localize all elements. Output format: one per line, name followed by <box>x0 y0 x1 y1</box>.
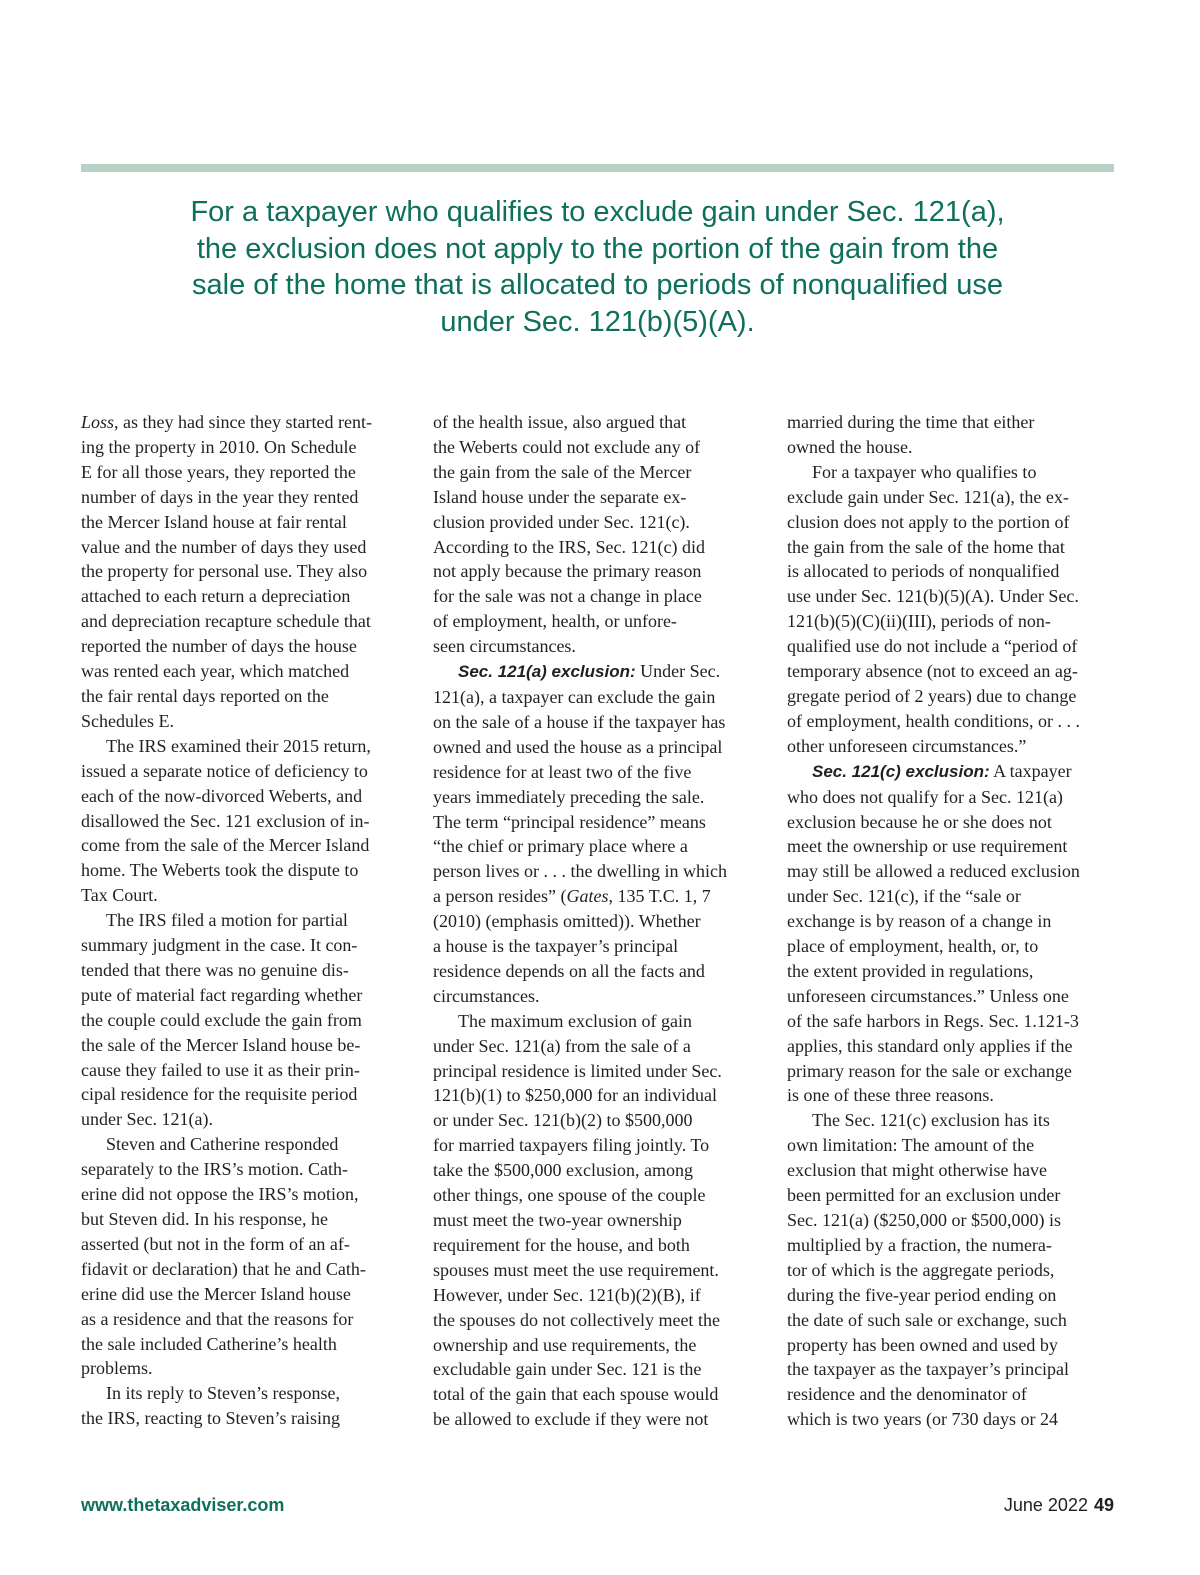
text-line: exclusion because he or she does not <box>787 811 1052 832</box>
text-line: use under Sec. 121(b)(5)(A). Under Sec. <box>787 586 1079 607</box>
article-column-1 <box>81 410 411 1431</box>
text-line: requirement for the house, and both <box>433 1234 690 1255</box>
text-line: The Sec. 121(c) exclusion has its <box>812 1110 1050 1131</box>
text-line: of employment, health, or unfore- <box>433 611 677 632</box>
text-line: asserted (but not in the form of an af- <box>81 1233 350 1254</box>
text-line: of the health issue, also argued that <box>433 412 687 432</box>
pull-quote-line: the exclusion does not apply to the portion of the gain from the <box>196 232 999 265</box>
text-line: not apply because the primary reason <box>433 561 702 582</box>
text-line: the gain from the sale of the Mercer <box>433 461 692 482</box>
text-line: must meet the two-year ownership <box>433 1210 682 1230</box>
text-line: each of the now-divorced Weberts, and <box>81 785 363 806</box>
text-line: is allocated to periods of nonqualified <box>787 561 1060 582</box>
text-line: and depreciation recapture schedule that <box>81 611 371 632</box>
text-line: property has been owned and used by <box>787 1334 1058 1355</box>
text-line: a person resides” (Gates, 135 T.C. 1, 7 <box>433 886 711 907</box>
text-line: cipal residence for the requisite period <box>81 1084 358 1105</box>
text-line: Tax Court. <box>81 885 158 906</box>
section-heading-121a: Sec. 121(a) exclusion: <box>458 662 636 682</box>
text-line: ownership and use requirements, the <box>433 1334 697 1355</box>
text-line: pute of material fact regarding whether <box>81 984 363 1005</box>
text-line: person lives or . . . the dwelling in which <box>433 861 727 882</box>
text-line: under Sec. 121(c), if the “sale or <box>787 886 1021 907</box>
text-line: principal residence is limited under Sec. <box>433 1060 722 1081</box>
text-line: exclude gain under Sec. 121(a), the ex- <box>787 486 1069 507</box>
text-line: problems. <box>81 1358 153 1379</box>
text-line: clusion provided under Sec. 121(c). <box>433 511 690 532</box>
text-line: which is two years (or 730 days or 24 <box>787 1409 1058 1430</box>
text-line: may still be allowed a reduced exclusion <box>787 861 1080 882</box>
text-line: The IRS examined their 2015 return, <box>106 735 371 756</box>
text-line: According to the IRS, Sec. 121(c) did <box>433 536 705 557</box>
text-line: is one of these three reasons. <box>787 1085 994 1106</box>
text-line: Sec. 121(c) exclusion: A taxpayer <box>812 760 1072 781</box>
text-line: fidavit or declaration) that he and Cath- <box>81 1258 366 1279</box>
text-line: owned and used the house as a principal <box>433 736 723 757</box>
text-line: ing the property in 2010. On Schedule <box>81 436 357 457</box>
text-line: of the safe harbors in Regs. Sec. 1.121-3 <box>787 1010 1079 1031</box>
text-line: exchange is by reason of a change in <box>787 911 1052 932</box>
text-line: exclusion that might otherwise have <box>787 1160 1047 1181</box>
text-line: other things, one spouse of the couple <box>433 1185 706 1206</box>
text-line: residence for at least two of the five <box>433 761 692 782</box>
text-line: However, under Sec. 121(b)(2)(B), if <box>433 1284 701 1305</box>
text-line: multiplied by a fraction, the numera- <box>787 1234 1052 1255</box>
text-line: total of the gain that each spouse would <box>433 1384 719 1405</box>
text-line: the Weberts could not exclude any of <box>433 436 701 457</box>
top-divider-rule <box>81 164 1114 172</box>
text-line: gregate period of 2 years) due to change <box>787 685 1077 706</box>
text-line: Schedules E. <box>81 710 174 731</box>
text-line: attached to each return a depreciation <box>81 586 351 607</box>
text-line: the taxpayer as the taxpayer’s principal <box>787 1359 1070 1380</box>
text-line: under Sec. 121(a) from the sale of a <box>433 1035 691 1056</box>
text-line: Loss, as they had since they started rent- <box>81 412 372 432</box>
text-line: other unforeseen circumstances.” <box>787 735 1027 756</box>
text-line: was rented each year, which matched <box>81 661 350 682</box>
text-line: take the $500,000 exclusion, among <box>433 1160 693 1181</box>
text-line: during the five-year period ending on <box>787 1284 1057 1305</box>
text-line: 121(a), a taxpayer can exclude the gain <box>433 686 716 707</box>
pull-quote-line: under Sec. 121(b)(5)(A). <box>440 305 755 338</box>
text-line: for the sale was not a change in place <box>433 586 702 607</box>
text-line: own limitation: The amount of the <box>787 1135 1035 1156</box>
text-line: but Steven did. In his response, he <box>81 1209 328 1229</box>
page-number: 49 <box>1093 1495 1114 1515</box>
text-line: qualified use do not include a “period of <box>787 636 1078 657</box>
text-line: as a residence and that the reasons for <box>81 1308 354 1329</box>
case-name-italic: Gates <box>566 886 609 907</box>
text-line: of employment, health conditions, or . . . <box>787 710 1080 731</box>
section-heading-121c: Sec. 121(c) exclusion: <box>812 761 990 781</box>
text-line: circumstances. <box>433 985 540 1006</box>
text-line: seen circumstances. <box>433 636 576 657</box>
text-line: the Mercer Island house at fair rental <box>81 511 347 532</box>
text-line: erine did not oppose the IRS’s motion, <box>81 1184 359 1205</box>
text-line: clusion does not apply to the portion of <box>787 511 1070 532</box>
text-line: cause they failed to use it as their prin- <box>81 1059 360 1080</box>
text-line: E for all those years, they reported the <box>81 461 356 482</box>
text-line: Steven and Catherine responded <box>106 1134 339 1155</box>
text-line: the extent provided in regulations, <box>787 960 1034 981</box>
text-line: 121(b)(5)(C)(ii)(III), periods of non- <box>787 611 1051 632</box>
text-line: The IRS filed a motion for partial <box>106 910 348 931</box>
text-line: separately to the IRS’s motion. Cath- <box>81 1159 348 1180</box>
text-line: For a taxpayer who qualifies to <box>812 461 1037 482</box>
text-line: the gain from the sale of the home that <box>787 536 1065 557</box>
text-line: place of employment, health, or, to <box>787 936 1039 957</box>
text-line: married during the time that either <box>787 412 1035 432</box>
text-line: tended that there was no genuine dis- <box>81 959 349 980</box>
text-line: The maximum exclusion of gain <box>458 1010 692 1031</box>
text-line: on the sale of a house if the taxpayer has <box>433 711 726 732</box>
pull-quote <box>110 194 1085 340</box>
article-column-3 <box>787 410 1117 1432</box>
text-line: Sec. 121(a) exclusion: Under Sec. <box>458 661 721 682</box>
article-column-2 <box>433 410 763 1432</box>
text-line: tor of which is the aggregate periods, <box>787 1259 1055 1280</box>
text-line: reported the number of days the house <box>81 636 357 657</box>
text-line: the sale of the Mercer Island house be- <box>81 1034 361 1055</box>
text-line: number of days in the year they rented <box>81 486 359 507</box>
text-line: Island house under the separate ex- <box>433 486 687 507</box>
footer-website-link[interactable]: www.thetaxadviser.com <box>81 1495 285 1515</box>
text-line: applies, this standard only applies if the <box>787 1035 1073 1056</box>
text-line: or under Sec. 121(b)(2) to $500,000 <box>433 1110 693 1131</box>
text-line: value and the number of days they used <box>81 536 367 557</box>
footer-issue-info <box>1004 1495 1114 1516</box>
text-line: the IRS, reacting to Steven’s raising <box>81 1408 340 1429</box>
text-line: disallowed the Sec. 121 exclusion of in- <box>81 810 370 831</box>
text-line: for married taxpayers filing jointly. To <box>433 1135 710 1156</box>
text-line: the date of such sale or exchange, such <box>787 1309 1067 1330</box>
pull-quote-line: For a taxpayer who qualifies to exclude gain under Sec. 121(a), <box>190 196 1005 228</box>
text-line: under Sec. 121(a). <box>81 1109 213 1130</box>
text-line: the spouses do not collectively meet the <box>433 1309 720 1330</box>
text-line: owned the house. <box>787 436 913 457</box>
text-line: years immediately preceding the sale. <box>433 786 705 807</box>
text-line: The term “principal residence” means <box>433 811 706 832</box>
text-line: primary reason for the sale or exchange <box>787 1060 1072 1081</box>
case-name-italic: Loss <box>81 412 115 432</box>
pull-quote-line: sale of the home that is allocated to periods of nonqualified use <box>192 269 1003 301</box>
text-line: be allowed to exclude if they were not <box>433 1409 709 1430</box>
text-line: “the chief or primary place where a <box>433 836 688 857</box>
text-line: meet the ownership or use requirement <box>787 836 1068 857</box>
text-line: temporary absence (not to exceed an ag- <box>787 661 1078 682</box>
text-line: issued a separate notice of deficiency to <box>81 760 368 781</box>
text-line: residence and the denominator of <box>787 1384 1027 1405</box>
text-line: home. The Weberts took the dispute to <box>81 860 359 881</box>
text-line: summary judgment in the case. It con- <box>81 935 358 956</box>
text-line: erine did use the Mercer Island house <box>81 1283 351 1304</box>
text-line: residence depends on all the facts and <box>433 960 705 981</box>
text-line: who does not qualify for a Sec. 121(a) <box>787 786 1063 807</box>
text-line: the sale included Catherine’s health <box>81 1333 337 1354</box>
text-line: the property for personal use. They also <box>81 561 368 582</box>
text-line: 121(b)(1) to $250,000 for an individual <box>433 1085 717 1106</box>
text-line: unforeseen circumstances.” Unless one <box>787 985 1069 1006</box>
text-line: come from the sale of the Mercer Island <box>81 835 370 856</box>
text-line: spouses must meet the use requirement. <box>433 1259 719 1280</box>
text-line: been permitted for an exclusion under <box>787 1185 1061 1206</box>
text-line: excludable gain under Sec. 121 is the <box>433 1359 702 1380</box>
text-line: the couple could exclude the gain from <box>81 1009 362 1030</box>
text-line: (2010) (emphasis omitted)). Whether <box>433 911 701 932</box>
text-line: a house is the taxpayer’s principal <box>433 936 679 957</box>
issue-date: June 2022 <box>1003 1495 1088 1515</box>
text-line: In its reply to Steven’s response, <box>106 1383 340 1404</box>
text-line: the fair rental days reported on the <box>81 685 329 706</box>
text-line: Sec. 121(a) ($250,000 or $500,000) is <box>787 1210 1061 1230</box>
